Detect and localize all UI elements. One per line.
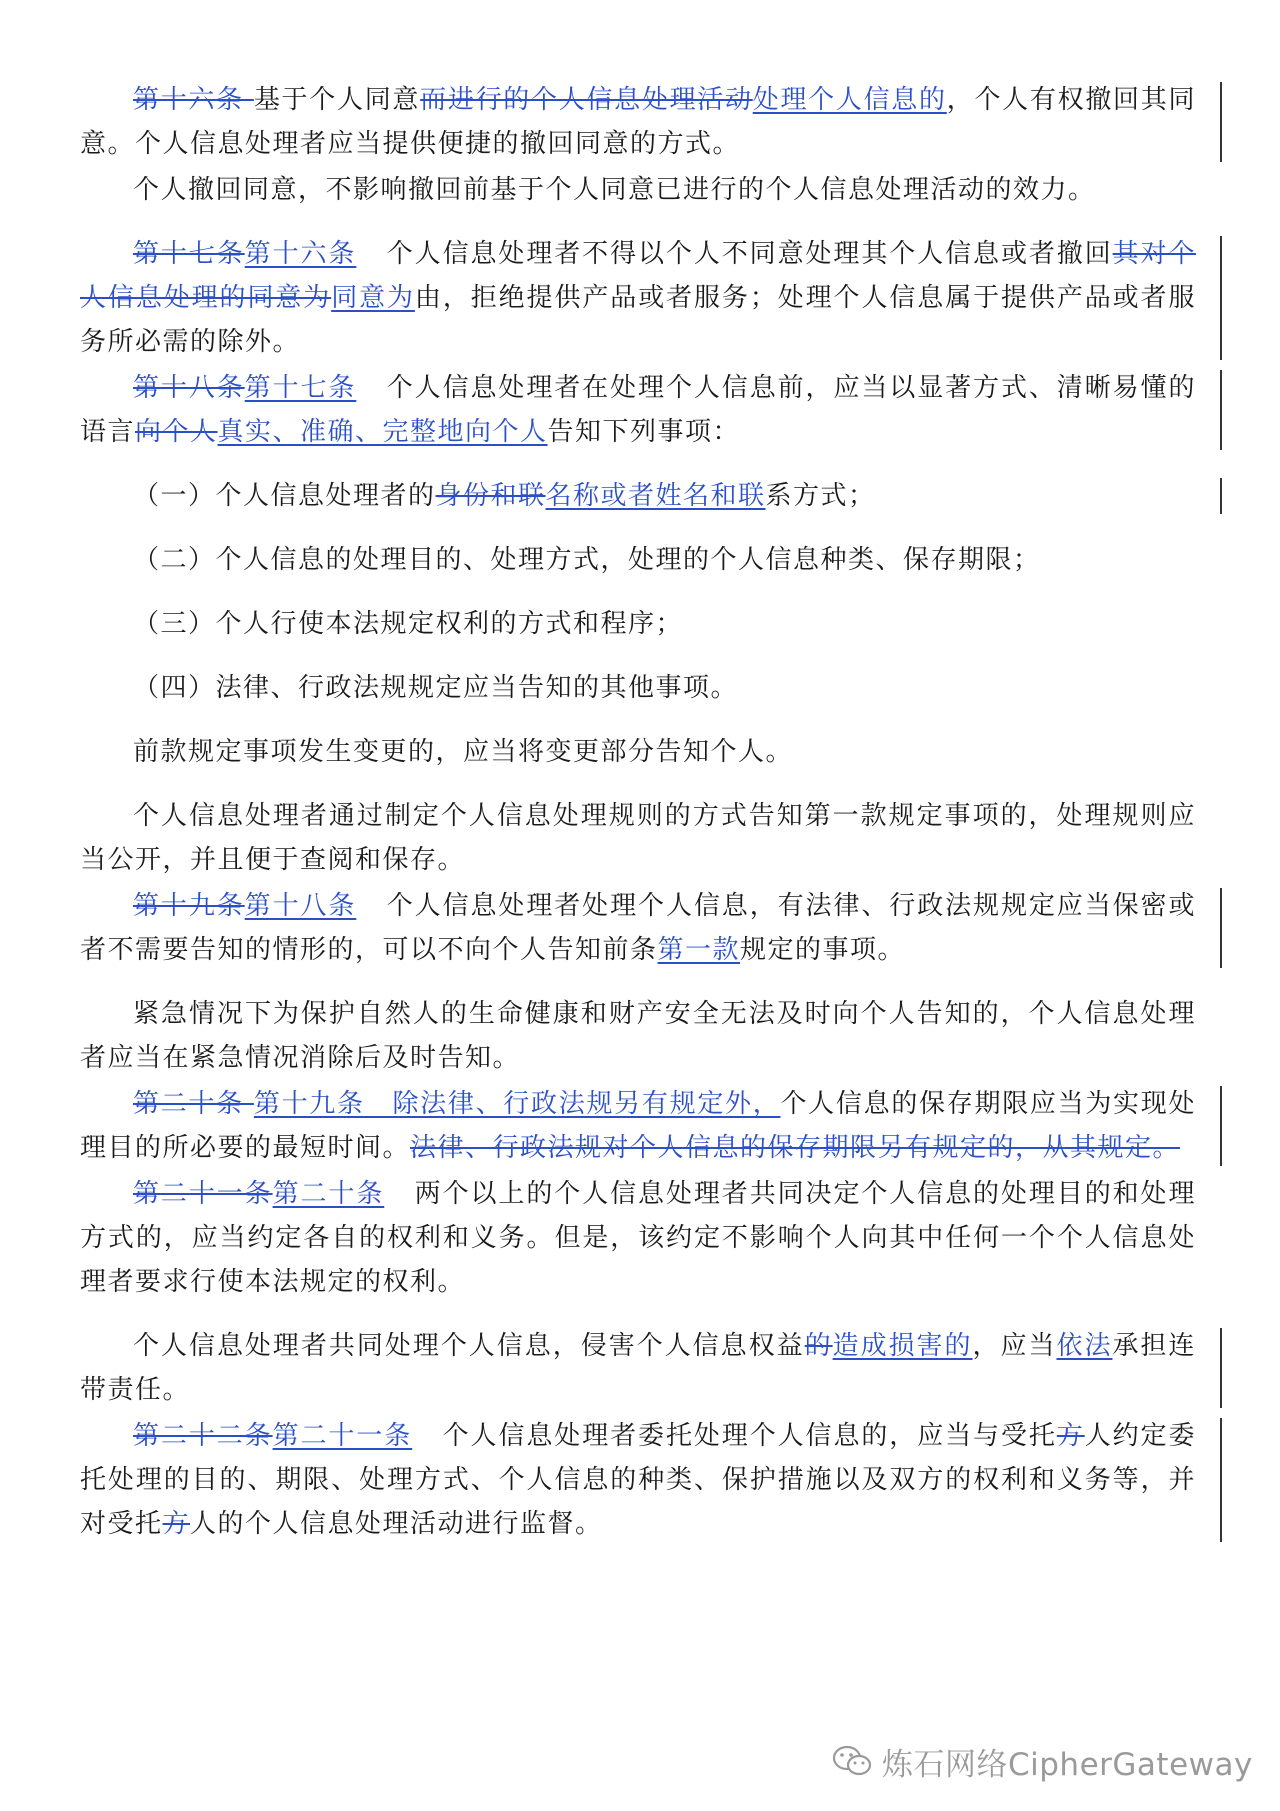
deleted-text: 第二十二条 bbox=[133, 1421, 273, 1451]
deleted-text: 方 bbox=[1056, 1421, 1085, 1451]
deleted-text: 法律、行政法规对个人信息的保存期限另有规定的，从其规定。 bbox=[410, 1133, 1181, 1163]
paragraph bbox=[80, 168, 1196, 212]
change-bar bbox=[1220, 888, 1222, 968]
deleted-text: 第十六条 bbox=[133, 85, 254, 115]
inserted-text: 同意为 bbox=[331, 283, 415, 313]
paragraph bbox=[80, 992, 1196, 1080]
body-text: 承担连带责任。 bbox=[80, 1331, 1196, 1405]
inserted-text: 第十七条 bbox=[244, 373, 357, 403]
inserted-text: 依法 bbox=[1056, 1331, 1113, 1361]
deleted-text: 第二十一条 bbox=[133, 1179, 273, 1209]
change-bar bbox=[1220, 370, 1222, 450]
body-text: ，个人有权撤回其同意。个人信息处理者应当提供便捷的撤回同意的方式。 bbox=[80, 85, 1196, 159]
body-text: 个人撤回同意，不影响撤回前基于个人同意已进行的个人信息处理活动的效力。 bbox=[133, 175, 1096, 205]
body-text: 个人信息处理者共同处理个人信息，侵害个人信息权益 bbox=[133, 1331, 805, 1361]
deleted-text: 方 bbox=[162, 1509, 191, 1539]
body-text: 个人信息处理者委托处理个人信息的，应当与受托 bbox=[442, 1421, 1057, 1451]
document-body bbox=[80, 78, 1196, 1566]
inserted-text: 名称或者姓名和联 bbox=[545, 481, 766, 511]
paragraph bbox=[80, 602, 1196, 646]
body-text: 个人信息处理者处理个人信息，有法律、行政法规规定应当保密或者不需要告知的情形的，可以不向个人告知前条 bbox=[80, 891, 1196, 965]
body-text: （三）个人行使本法规定权利的方式和程序； bbox=[133, 609, 684, 639]
change-bar bbox=[1220, 1086, 1222, 1166]
body-text: 由，拒绝提供产品或者服务；处理个人信息属于提供产品或者服务所必需的除外。 bbox=[80, 283, 1196, 357]
inserted-text: 第十六条 bbox=[244, 239, 357, 269]
paragraph bbox=[80, 730, 1196, 774]
body-text: 基于个人同意 bbox=[253, 85, 421, 115]
change-bar bbox=[1220, 1328, 1222, 1408]
paragraph bbox=[80, 666, 1196, 710]
paragraph bbox=[80, 884, 1196, 972]
deleted-text: 而进行的个人信息处理活动 bbox=[420, 85, 753, 115]
paragraph bbox=[80, 1082, 1196, 1170]
inserted-text: 真实、准确、完整地向个人 bbox=[217, 417, 548, 447]
deleted-text: 的 bbox=[804, 1331, 833, 1361]
deleted-text: 向个人 bbox=[135, 417, 218, 447]
inserted-text: 造成损害的 bbox=[832, 1331, 973, 1361]
inserted-text: 第十九条 除法律、行政法规另有规定外， bbox=[253, 1089, 781, 1119]
change-bar bbox=[1220, 82, 1222, 162]
inserted-text: 第二十条 bbox=[272, 1179, 385, 1209]
body-text: （四）法律、行政法规规定应当告知的其他事项。 bbox=[133, 673, 739, 703]
inserted-text: 处理个人信息的 bbox=[752, 85, 947, 115]
inserted-text: 第二十一条 bbox=[272, 1421, 413, 1451]
deleted-text: 其对个人信息处理的同意为 bbox=[80, 239, 1196, 313]
body-text: 个人信息处理者在处理个人信息前，应当以显著方式、清晰易懂的语言 bbox=[80, 373, 1196, 447]
deleted-text: 第二十条 bbox=[133, 1089, 254, 1119]
body-text: 紧急情况下为保护自然人的生命健康和财产安全无法及时向个人告知的，个人信息处理者应当在紧急情况消除后及时告知。 bbox=[80, 999, 1196, 1073]
body-text: 个人信息处理者通过制定个人信息处理规则的方式告知第一款规定事项的，处理规则应当公开，并且便于查阅和保存。 bbox=[80, 801, 1196, 875]
body-text: 个人信息处理者不得以个人不同意处理其个人信息或者撤回 bbox=[386, 239, 1113, 269]
body-text: ，应当 bbox=[972, 1331, 1057, 1361]
paragraph bbox=[80, 78, 1196, 166]
body-text: 规定的事项。 bbox=[740, 935, 906, 965]
deleted-text: 第十九条 bbox=[133, 891, 245, 921]
body-text: （一）个人信息处理者的 bbox=[133, 481, 436, 511]
body-text: 个人信息的保存期限应当为实现处理目的所必要的最短时间。 bbox=[80, 1089, 1196, 1163]
change-bar bbox=[1220, 478, 1222, 514]
body-text: 系方式； bbox=[765, 481, 876, 511]
body-text: 人的个人信息处理活动进行监督。 bbox=[190, 1509, 603, 1539]
deleted-text: 第十七条 bbox=[133, 239, 245, 269]
paragraph bbox=[80, 1324, 1196, 1412]
inserted-text: 第一款 bbox=[657, 935, 741, 965]
paragraph bbox=[80, 366, 1196, 454]
wechat-icon bbox=[832, 1744, 872, 1778]
paragraph bbox=[80, 474, 1196, 518]
paragraph bbox=[80, 232, 1196, 364]
body-text: 两个以上的个人信息处理者共同决定个人信息的处理目的和处理方式的，应当约定各自的权利和义务。但是，该约定不影响个人向其中任何一个个人信息处理者要求行使本法规定的权利。 bbox=[80, 1179, 1196, 1297]
inserted-text: 第十八条 bbox=[244, 891, 357, 921]
paragraph bbox=[80, 538, 1196, 582]
body-text: 告知下列事项： bbox=[547, 417, 741, 447]
change-bar bbox=[1220, 236, 1222, 360]
paragraph bbox=[80, 1414, 1196, 1546]
deleted-text: 身份和联 bbox=[435, 481, 546, 511]
body-text: 人约定委托处理的目的、期限、处理方式、个人信息的种类、保护措施以及双方的权利和义务等，并对受托 bbox=[80, 1421, 1196, 1539]
watermark-text: 炼石网络CipherGateway bbox=[882, 1746, 1253, 1783]
watermark bbox=[832, 1738, 1253, 1784]
body-text: 前款规定事项发生变更的，应当将变更部分告知个人。 bbox=[133, 737, 794, 767]
change-bar bbox=[1220, 1418, 1222, 1542]
deleted-text: 第十八条 bbox=[133, 373, 245, 403]
paragraph bbox=[80, 1172, 1196, 1304]
body-text: （二）个人信息的处理目的、处理方式，处理的个人信息种类、保存期限； bbox=[133, 545, 1041, 575]
paragraph bbox=[80, 794, 1196, 882]
